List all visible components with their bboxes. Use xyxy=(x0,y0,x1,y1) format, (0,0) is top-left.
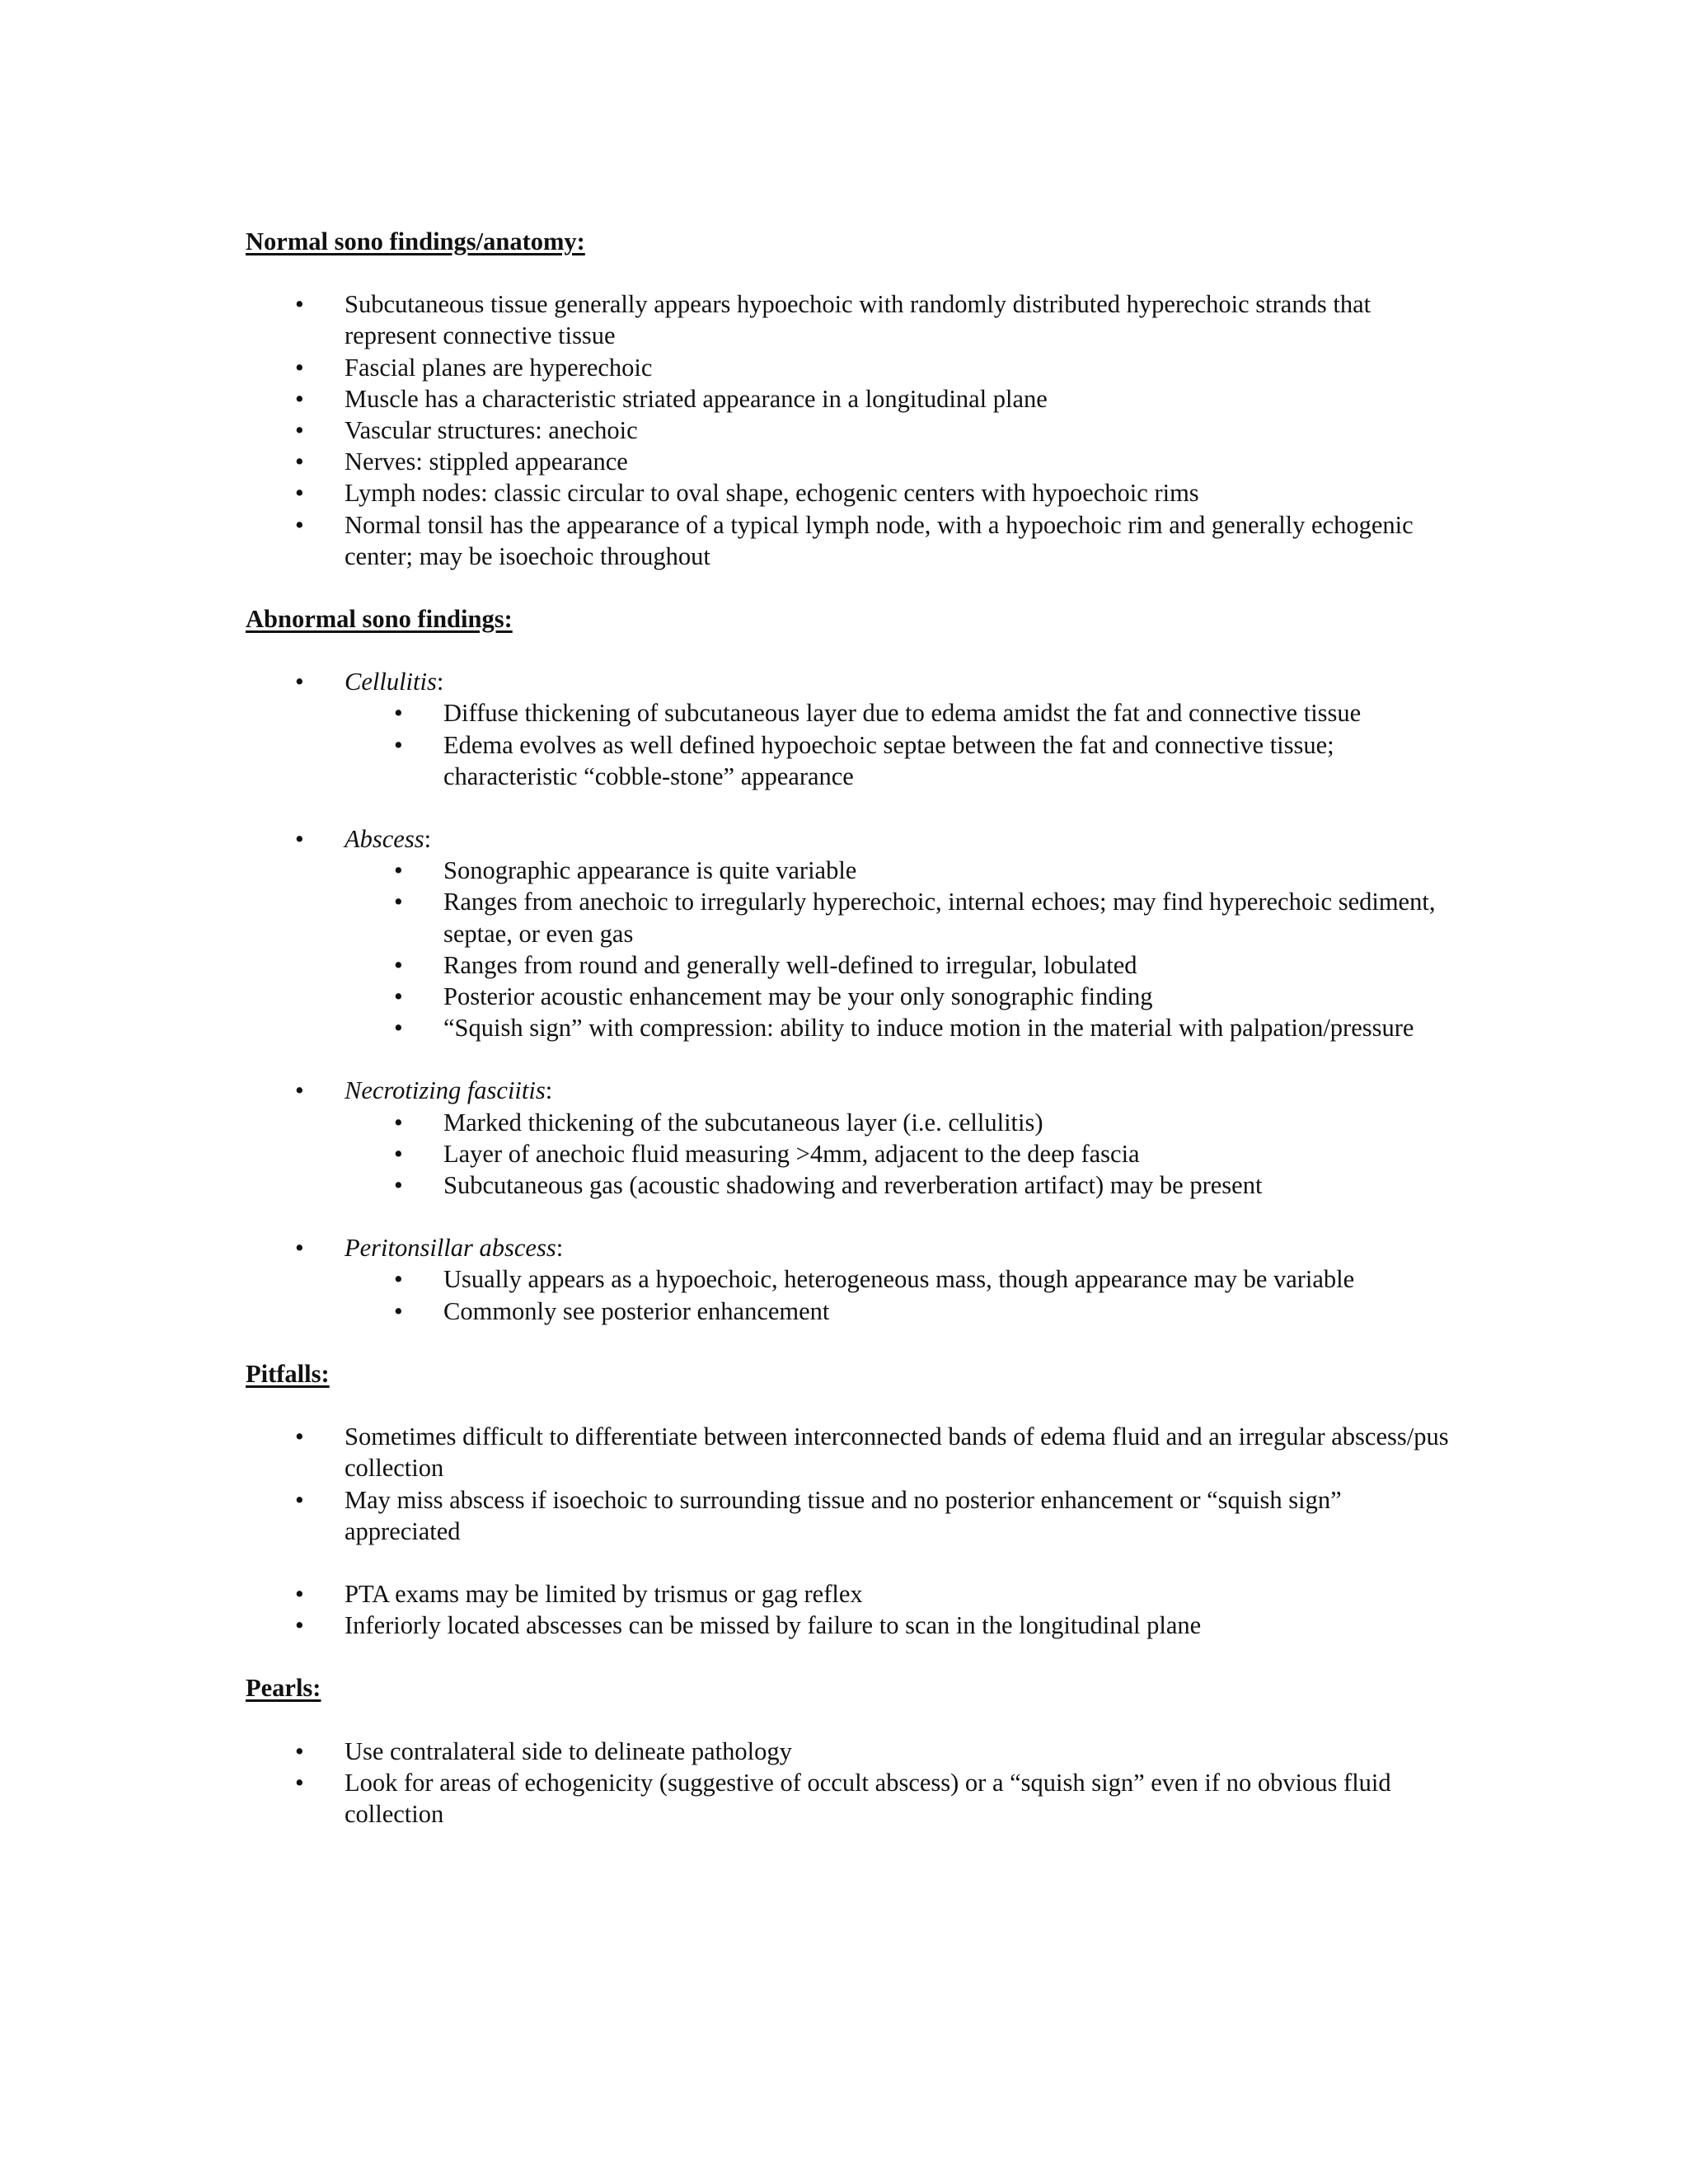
category-title: Peritonsillar abscess xyxy=(345,1234,556,1263)
list-item: • Ranges from round and generally well-defined to irregular, lobulated xyxy=(443,949,1449,981)
heading-pearls: Pearls: xyxy=(246,1674,321,1703)
pitfalls-list xyxy=(246,1421,1449,1547)
list-item: • May miss abscess if isoechoic to surrounding tissue and no posterior enhancement or “squish sign” appreciated xyxy=(246,1484,1449,1547)
category-title: Abscess xyxy=(345,825,424,854)
list-item: • Marked thickening of the subcutaneous layer (i.e. cellulitis) xyxy=(443,1107,1449,1138)
category-necrotizing-fasciitis: • Necrotizing fasciitis: • Marked thickening of the subcutaneous layer (i.e. cellulitis) • Layer of anechoic fluid measuring >4mm, adjacent to the deep fascia • Subcutaneous gas (acoustic shadowing and reverberation artifact) may be present xyxy=(246,1075,1449,1232)
list-item: • Nerves: stippled appearance xyxy=(246,446,1449,477)
list-item: • Subcutaneous tissue generally appears hypoechoic with randomly distributed hyperechoic strands that represent connective tissue xyxy=(246,288,1449,351)
necrotizing-fasciitis-list xyxy=(443,1107,1449,1202)
list-item: • Posterior acoustic enhancement may be your only sonographic finding xyxy=(443,981,1449,1012)
list-item: • Commonly see posterior enhancement xyxy=(443,1296,1449,1327)
list-item: • Inferiorly located abscesses can be missed by failure to scan in the longitudinal plane xyxy=(246,1610,1449,1641)
heading-pitfalls: Pitfalls: xyxy=(246,1359,330,1388)
list-item: • Use contralateral side to delineate pathology xyxy=(246,1736,1449,1767)
category-title: Cellulitis xyxy=(345,668,437,696)
list-item: • Muscle has a characteristic striated appearance in a longitudinal plane xyxy=(246,383,1449,415)
list-item: • Sonographic appearance is quite variable xyxy=(443,855,1449,886)
cellulitis-list xyxy=(443,697,1449,792)
document-body xyxy=(246,226,1449,1830)
pitfalls-list-continued xyxy=(246,1578,1449,1641)
heading-normal-findings: Normal sono findings/anatomy: xyxy=(246,227,585,255)
category-abscess: • Abscess: • Sonographic appearance is quite variable • Ranges from anechoic to irregularly hyperechoic, internal echoes; may find hyperechoic sediment, septae, or even gas • Ranges from round and generally well-defined to irregular, lobulated • Posterior acoustic enhancement may be your only sonographic finding • “Squish sign” with compression: ability to induce motion in the material with palpation/pressure xyxy=(246,823,1449,1075)
list-item: • Sometimes difficult to differentiate between interconnected bands of edema fluid and an irregular abscess/pus collection xyxy=(246,1421,1449,1483)
category-title: Necrotizing fasciitis xyxy=(345,1076,546,1105)
list-item: • Edema evolves as well defined hypoechoic septae between the fat and connective tissue; characteristic “cobble-stone” appearance xyxy=(443,729,1449,792)
list-item: • Lymph nodes: classic circular to oval shape, echogenic centers with hypoechoic rims xyxy=(246,477,1449,509)
abnormal-findings-list xyxy=(246,666,1449,1327)
list-item: • Diffuse thickening of subcutaneous layer due to edema amidst the fat and connective tissue xyxy=(443,697,1449,729)
list-item: • “Squish sign” with compression: ability to induce motion in the material with palpation/pressure xyxy=(443,1012,1449,1043)
list-item: • PTA exams may be limited by trismus or gag reflex xyxy=(246,1578,1449,1610)
list-item: • Normal tonsil has the appearance of a typical lymph node, with a hypoechoic rim and generally echogenic center; may be isoechoic throughout xyxy=(246,509,1449,572)
heading-abnormal-findings: Abnormal sono findings: xyxy=(246,605,513,634)
peritonsillar-abscess-list xyxy=(443,1263,1449,1326)
list-item: • Ranges from anechoic to irregularly hyperechoic, internal echoes; may find hyperechoic sediment, septae, or even gas xyxy=(443,886,1449,949)
list-item: • Subcutaneous gas (acoustic shadowing and reverberation artifact) may be present xyxy=(443,1169,1449,1201)
category-peritonsillar-abscess: • Peritonsillar abscess: • Usually appears as a hypoechoic, heterogeneous mass, though appearance may be variable • Commonly see posterior enhancement xyxy=(246,1232,1449,1327)
list-item: • Vascular structures: anechoic xyxy=(246,415,1449,446)
pearls-list xyxy=(246,1736,1449,1830)
list-item: • Layer of anechoic fluid measuring >4mm, adjacent to the deep fascia xyxy=(443,1138,1449,1169)
category-cellulitis: • Cellulitis: • Diffuse thickening of subcutaneous layer due to edema amidst the fat and connective tissue • Edema evolves as well defined hypoechoic septae between the fat and connective tissue; characteristic “cobble-stone” appearance xyxy=(246,666,1449,823)
list-item: • Look for areas of echogenicity (suggestive of occult abscess) or a “squish sign” even if no obvious fluid collection xyxy=(246,1767,1449,1830)
abscess-list xyxy=(443,855,1449,1043)
normal-findings-list xyxy=(246,288,1449,572)
list-item: • Usually appears as a hypoechoic, heterogeneous mass, though appearance may be variable xyxy=(443,1263,1449,1295)
list-item: • Fascial planes are hyperechoic xyxy=(246,352,1449,383)
